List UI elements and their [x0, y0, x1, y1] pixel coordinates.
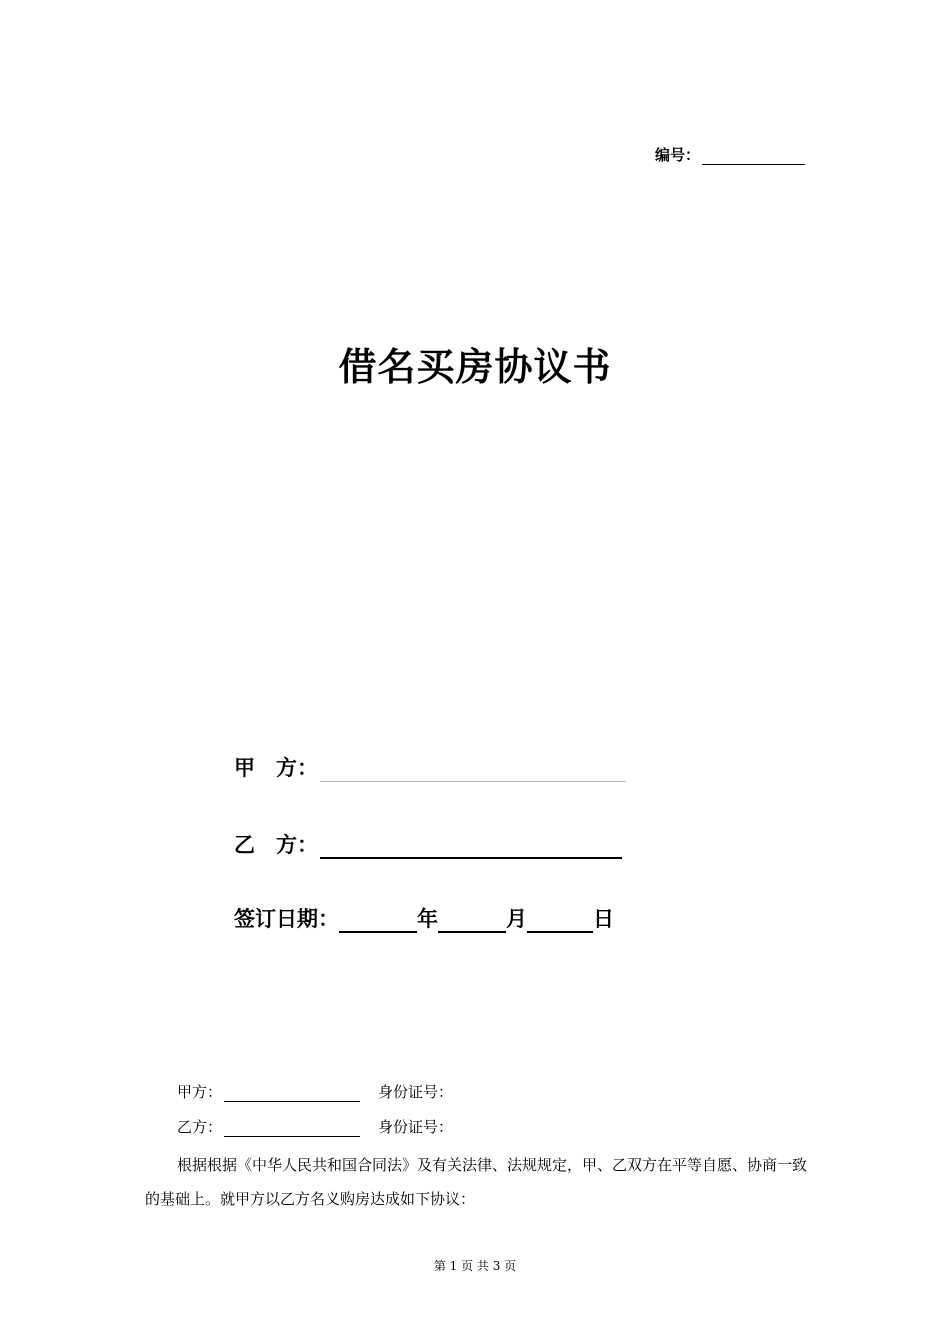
sign-day-field[interactable] — [527, 909, 593, 933]
cover-party-a — [234, 752, 626, 782]
contract-number-label: 编号： — [655, 146, 701, 164]
sign-year-field[interactable] — [339, 909, 417, 933]
cover-party-b-field[interactable] — [320, 835, 622, 859]
body-party-a-field[interactable] — [224, 1085, 360, 1102]
month-label: 月 — [506, 907, 527, 931]
contract-number-field[interactable] — [702, 148, 805, 165]
body-party-b-line — [177, 1116, 453, 1137]
document-title: 借名买房协议书 — [338, 345, 612, 389]
sign-date — [234, 903, 614, 933]
day-label: 日 — [593, 907, 614, 931]
body-party-b-field[interactable] — [224, 1120, 360, 1137]
cover-party-b — [234, 829, 622, 859]
body-party-a-line — [177, 1081, 453, 1102]
cover-party-b-label: 乙 方： — [234, 833, 318, 857]
cover-party-a-label: 甲 方： — [234, 756, 318, 780]
body-party-b-label: 乙方： — [177, 1118, 223, 1136]
body-party-b-id-label: 身份证号： — [378, 1118, 454, 1136]
page-footer: 第 1 页 共 3 页 — [433, 1259, 517, 1273]
cover-party-a-field[interactable] — [320, 759, 626, 782]
contract-number — [655, 144, 805, 165]
body-party-a-id-label: 身份证号： — [378, 1083, 454, 1101]
sign-date-label: 签订日期： — [234, 907, 339, 931]
intro-paragraph: 根据根据《中华人民共和国合同法》及有关法律、法规规定，甲、乙双方在平等自愿、协商一致的基础上。就甲方以乙方名义购房达成如下协议： — [145, 1156, 808, 1208]
sign-month-field[interactable] — [438, 909, 506, 933]
body-party-a-label: 甲方： — [177, 1083, 223, 1101]
year-label: 年 — [417, 907, 438, 931]
